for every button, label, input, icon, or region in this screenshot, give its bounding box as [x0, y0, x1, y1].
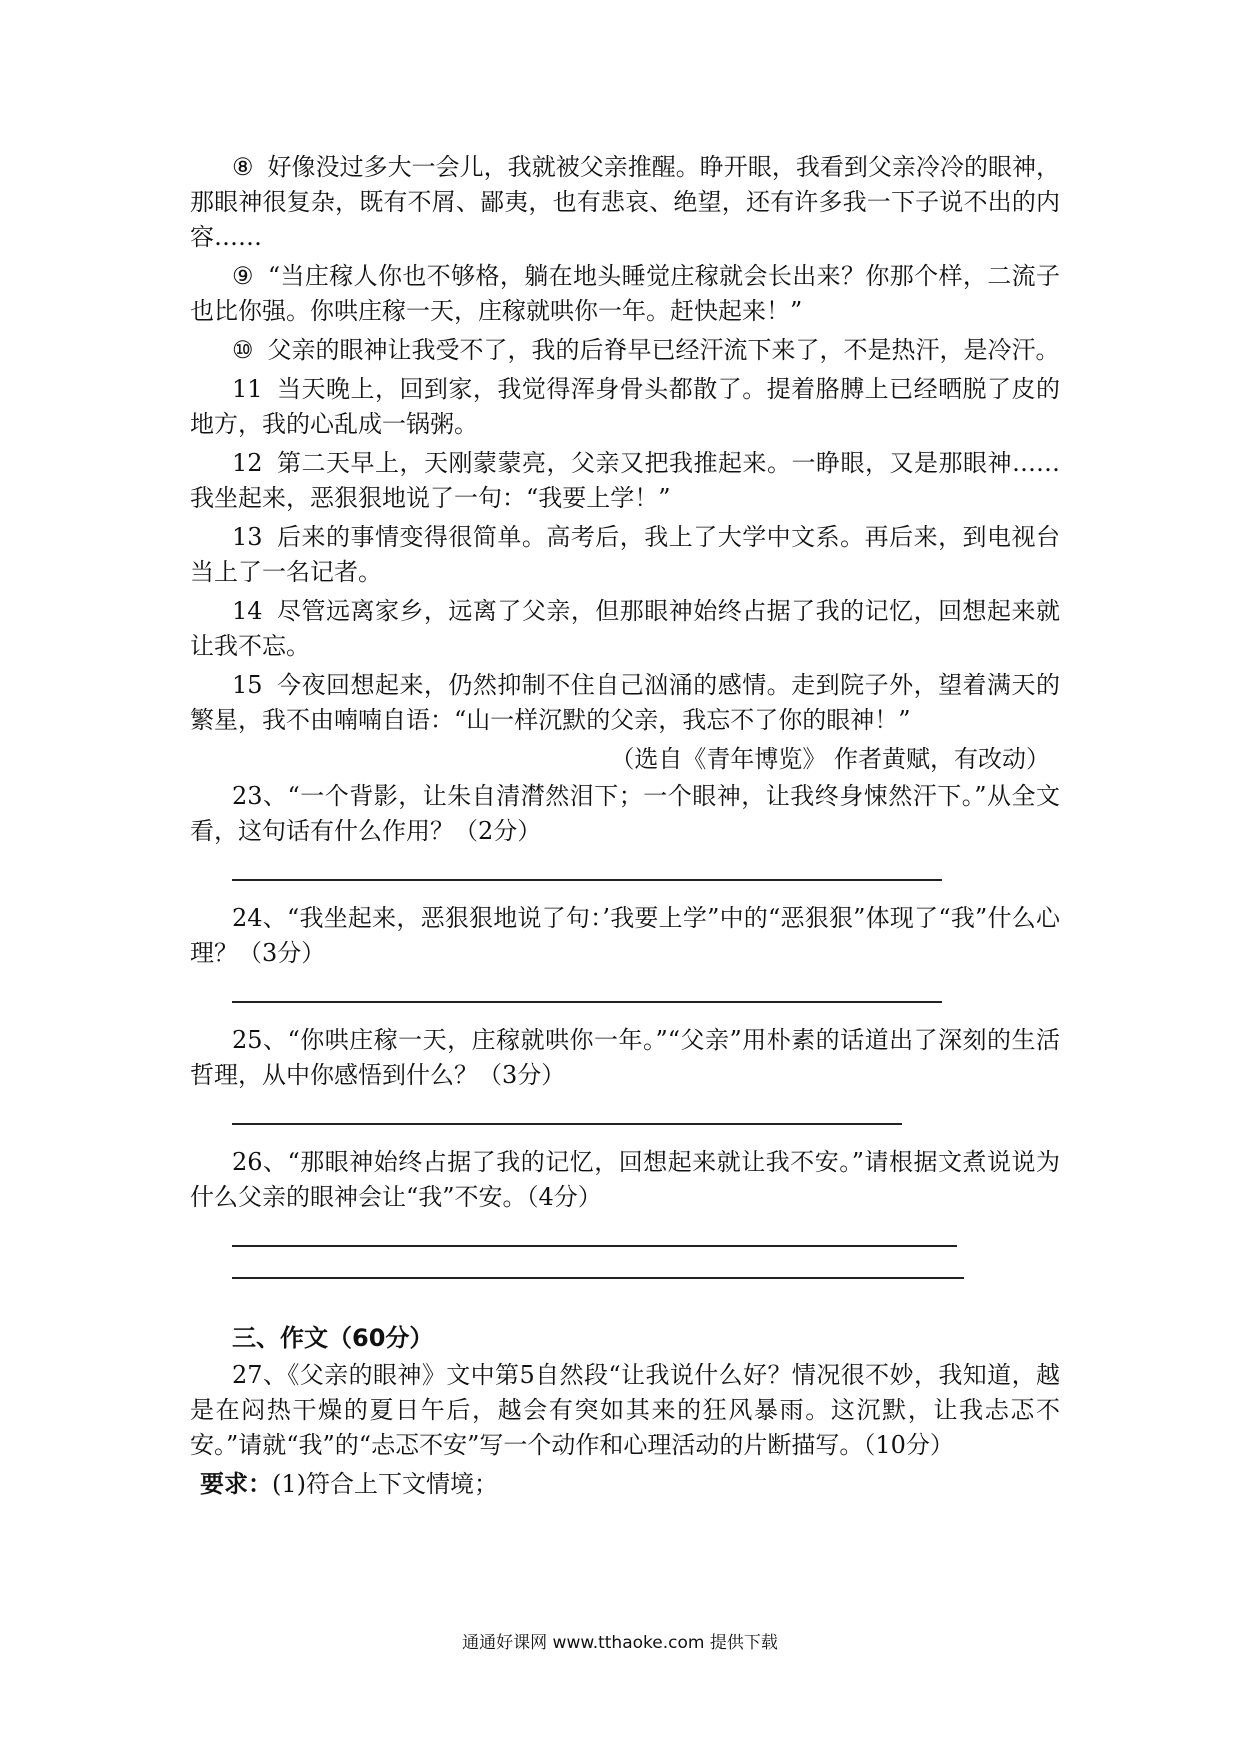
paragraph-10 — [190, 333, 1060, 368]
answer-line-24[interactable] — [232, 1001, 942, 1003]
answer-line-26a[interactable] — [232, 1245, 957, 1247]
paragraph-text: “当庄稼人你也不够格，躺在地头睡觉庄稼就会长出来？你那个样，二流子也比你强。你哄庄稼一天，庄稼就哄你一年。赶快起来！” — [190, 262, 1060, 325]
answer-line-23[interactable] — [232, 879, 942, 881]
paragraph-11 — [190, 372, 1060, 442]
requirement-text: (1)符合上下文情境； — [272, 1470, 498, 1498]
paragraph-14 — [190, 594, 1060, 664]
paragraph-text: 今夜回想起来，仍然抑制不住自己汹涌的感情。走到院子外，望着满天的繁星，我不由喃喃自语：“山一样沉默的父亲，我忘不了你的眼神！” — [190, 671, 1060, 734]
paragraph-8 — [190, 150, 1060, 255]
paragraph-text: 父亲的眼神让我受不了，我的后脊早已经汗流下来了，不是热汗，是冷汗。 — [267, 336, 1060, 364]
paragraph-number: 12 — [232, 449, 263, 477]
paragraph-number: 13 — [232, 523, 263, 551]
answer-line-26b[interactable] — [232, 1277, 964, 1279]
requirement — [190, 1467, 1060, 1502]
paragraph-number: ⑨ — [232, 262, 254, 290]
requirement-label: 要求： — [200, 1470, 272, 1498]
question-27: 27、《父亲的眼神》文中第5自然段“让我说什么好？情况很不妙，我知道，越是在闷热干燥的夏日午后，越会有突如其来的狂风暴雨。这沉默，让我忐忑不安。”请就“我”的“忐忑不安”写一个动作和心理活动的片断描写。（10分） — [190, 1361, 1060, 1459]
source-citation: （选自《青年博览》 作者黄赋，有改动） — [610, 745, 1050, 773]
paragraph-9 — [190, 259, 1060, 329]
question-24: 24、“我坐起来，恶狠狠地说了句：’我要上学”中的“恶狠狠”体现了“我”什么心理？（3分） — [190, 904, 1060, 967]
question-26: 26、“那眼神始终占据了我的记忆，回想起来就让我不安。”请根据文煮说说为什么父亲的眼神会让“我”不安。（4分） — [190, 1148, 1060, 1211]
paragraph-number: 15 — [232, 671, 263, 699]
paragraph-number: ⑩ — [232, 336, 254, 364]
answer-line-25[interactable] — [232, 1123, 902, 1125]
paragraph-text: 尽管远离家乡，远离了父亲，但那眼神始终占据了我的记忆，回想起来就让我不忘。 — [190, 597, 1060, 660]
paragraph-text: 第二天早上，天刚蒙蒙亮，父亲又把我推起来。一睁眼，又是那眼神……我坐起来，恶狠狠地说了一句：“我要上学！” — [190, 449, 1060, 512]
paragraph-12 — [190, 446, 1060, 516]
paragraph-15 — [190, 668, 1060, 738]
paragraph-number: 11 — [232, 375, 263, 403]
question-23: 23、“一个背影，让朱自清潸然泪下；一个眼神，让我终身悚然汗下。”从全文看，这句话有什么作用？（2分） — [190, 782, 1060, 845]
exam-page — [190, 150, 1060, 1502]
paragraph-text: 好像没过多大一会儿，我就被父亲推醒。睁开眼，我看到父亲冷冷的眼神，那眼神很复杂，既有不屑、鄙夷，也有悲哀、绝望，还有许多我一下子说不出的内容…… — [190, 153, 1060, 251]
paragraph-text: 后来的事情变得很简单。高考后，我上了大学中文系。再后来，到电视台当上了一名记者。 — [190, 523, 1060, 586]
section-heading-composition: 三、作文（60分） — [232, 1324, 434, 1352]
footer-credit: 通通好课网 www.tthaoke.com 提供下载 — [462, 1633, 778, 1653]
paragraph-number: 14 — [232, 597, 263, 625]
paragraph-number: ⑧ — [232, 153, 254, 181]
question-25: 25、“你哄庄稼一天，庄稼就哄你一年。”“父亲”用朴素的话道出了深刻的生活哲理，从中你感悟到什么？（3分） — [190, 1026, 1060, 1089]
paragraph-text: 当天晚上，回到家，我觉得浑身骨头都散了。提着胳膊上已经晒脱了皮的地方，我的心乱成一锅粥。 — [190, 375, 1060, 438]
paragraph-13 — [190, 520, 1060, 590]
